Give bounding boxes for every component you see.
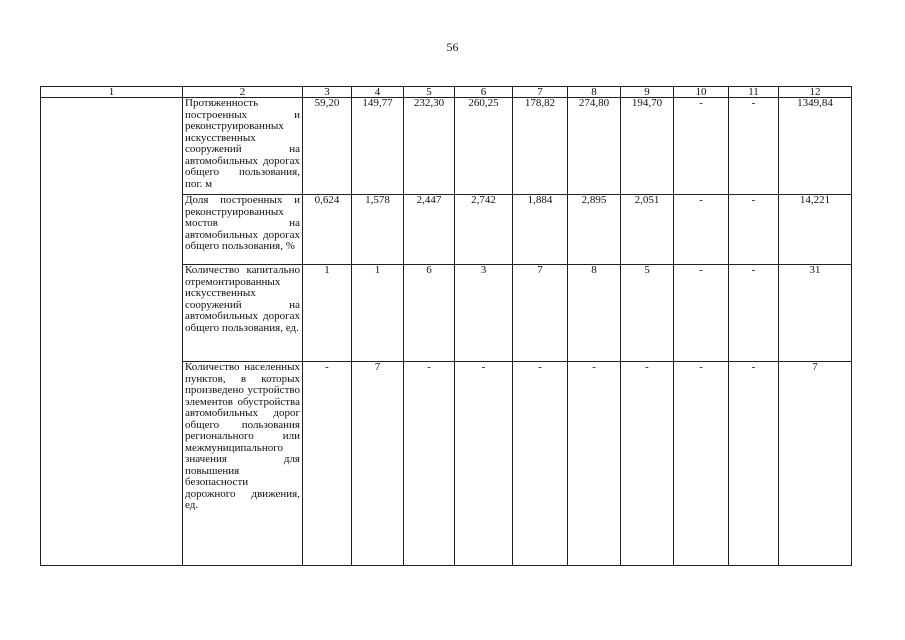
section-cell [41, 98, 183, 566]
indicator-name: Количество капитально отремонтированных искусственных сооружений на автомобильных дорогах общего пользования, ед. [183, 265, 303, 362]
column-header-8: 8 [568, 87, 621, 98]
indicator-name: Протяженность построенных и реконструированных искусственных сооружений на автомобильных дорогах общего пользования, пог. м [183, 98, 303, 195]
column-header-1: 1 [41, 87, 183, 98]
value-cell: 260,25 [455, 98, 513, 195]
column-header-12: 12 [779, 87, 852, 98]
value-cell: 1,578 [352, 195, 404, 265]
value-cell: 2,742 [455, 195, 513, 265]
value-cell: - [729, 265, 779, 362]
value-cell: - [621, 362, 674, 566]
column-header-9: 9 [621, 87, 674, 98]
value-cell: 8 [568, 265, 621, 362]
value-cell: 274,80 [568, 98, 621, 195]
column-header-11: 11 [729, 87, 779, 98]
value-cell: 1,884 [513, 195, 568, 265]
value-cell: 232,30 [404, 98, 455, 195]
value-cell: 3 [455, 265, 513, 362]
table-row [41, 98, 852, 195]
column-header-6: 6 [455, 87, 513, 98]
column-header-10: 10 [674, 87, 729, 98]
value-cell: 14,221 [779, 195, 852, 265]
value-cell: 2,447 [404, 195, 455, 265]
indicator-name: Количество населенных пунктов, в которых произведено устройство элементов обустройства автомобильных дорог общего пользования регионального или межмуниципального значения для повышения безопасности дорожного движения, ед. [183, 362, 303, 566]
indicator-name: Доля построенных и реконструированных мостов на автомобильных дорогах общего пользования, % [183, 195, 303, 265]
indicator-table [40, 86, 852, 566]
value-cell: - [513, 362, 568, 566]
value-cell: - [674, 98, 729, 195]
page-number: 56 [446, 40, 459, 54]
value-cell: 7 [513, 265, 568, 362]
value-cell: - [729, 98, 779, 195]
value-cell: 149,77 [352, 98, 404, 195]
value-cell: - [674, 195, 729, 265]
value-cell: 194,70 [621, 98, 674, 195]
value-cell: - [404, 362, 455, 566]
header-row [41, 87, 852, 98]
value-cell: 7 [779, 362, 852, 566]
column-header-5: 5 [404, 87, 455, 98]
value-cell: 2,895 [568, 195, 621, 265]
value-cell: 5 [621, 265, 674, 362]
value-cell: 1 [303, 265, 352, 362]
value-cell: - [568, 362, 621, 566]
value-cell: 178,82 [513, 98, 568, 195]
value-cell: - [729, 362, 779, 566]
column-header-7: 7 [513, 87, 568, 98]
value-cell: 31 [779, 265, 852, 362]
value-cell: 1349,84 [779, 98, 852, 195]
column-header-2: 2 [183, 87, 303, 98]
value-cell: - [674, 362, 729, 566]
value-cell: - [455, 362, 513, 566]
column-header-3: 3 [303, 87, 352, 98]
value-cell: - [674, 265, 729, 362]
value-cell: 59,20 [303, 98, 352, 195]
value-cell: 0,624 [303, 195, 352, 265]
value-cell: 7 [352, 362, 404, 566]
column-header-4: 4 [352, 87, 404, 98]
value-cell: 1 [352, 265, 404, 362]
value-cell: - [729, 195, 779, 265]
value-cell: 2,051 [621, 195, 674, 265]
value-cell: - [303, 362, 352, 566]
value-cell: 6 [404, 265, 455, 362]
